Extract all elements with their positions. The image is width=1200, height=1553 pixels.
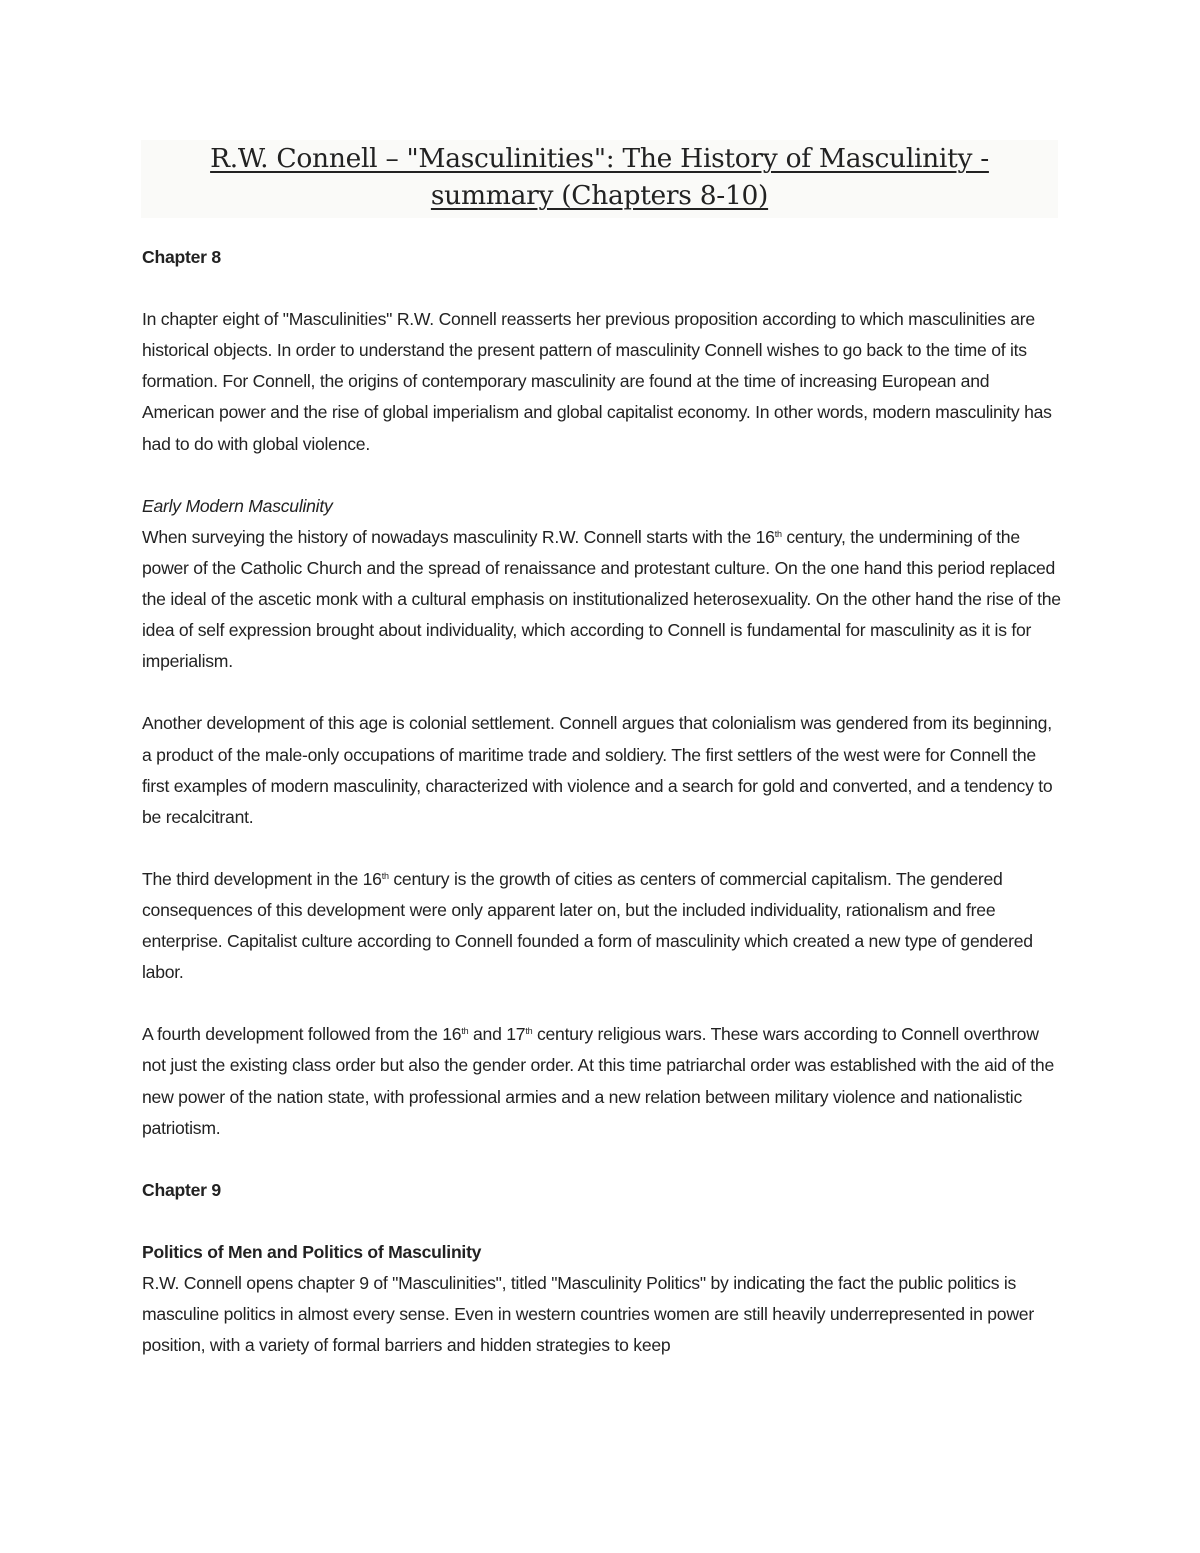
title-block [141,140,1058,218]
politics-of-men-heading: Politics of Men and Politics of Masculinity [142,1242,482,1262]
paragraph-text: century is the growth of cities as centers of commercial capitalism. The gendered consequences of this development were only apparent later on, but the included individuality, rationalism and free enterprise. Capitalist culture according to Connell founded a form of masculinity which created a new type of gendered labor. [142,868,1033,983]
ordinal-suffix: th [774,528,782,539]
chapter-8-paragraph-1 [142,522,1062,677]
document-body [142,242,1062,1361]
chapter-9-heading: Chapter 9 [142,1179,221,1200]
title-line-1: R.W. Connell – "Masculinities": The History of Masculinity - [210,143,989,174]
paragraph-text: The third development in the 16 [142,868,382,889]
chapter-8-paragraph-3 [142,864,1062,988]
chapter-8-intro-paragraph: In chapter eight of "Masculinities" R.W. Connell reasserts her previous proposition according to which masculinities are historical objects. In order to understand the present pattern of masculinity Connell wishes to go back to the time of its formation. For Connell, the origins of contemporary masculinity are found at the time of increasing European and American power and the rise of global imperialism and global capitalist economy. In other words, modern masculinity has had to do with global violence. [142,309,1052,454]
paragraph-text: A fourth development followed from the 16 [142,1024,462,1045]
paragraph-text: century, the undermining of the power of the Catholic Church and the spread of renaissance and protestant culture. On the one hand this period replaced the ideal of the ascetic monk with a cultural emphasis on institutionalized heterosexuality. On the other hand the rise of the idea of self expression brought about individuality, which according to Connell is fundamental for masculinity as it is for imperialism. [142,526,1061,672]
chapter-8-paragraph-2: Another development of this age is colonial settlement. Connell argues that colonialism was gendered from its beginning, a product of the male-only occupations of maritime trade and soldiery. The first settlers of the west were for Connell the first examples of modern masculinity, characterized with violence and a search for gold and converted, and a tendency to be recalcitrant. [142,713,1053,827]
document-title [141,140,1058,214]
chapter-9-paragraph-1: R.W. Connell opens chapter 9 of "Masculinities", titled "Masculinity Politics" by indicating the fact the public politics is masculine politics in almost every sense. Even in western countries women are still heavily underrepresented in power position, with a variety of formal barriers and hidden strategies to keep [142,1273,1034,1356]
ordinal-suffix: th [525,1026,533,1037]
paragraph-text: and 17 [468,1024,526,1045]
early-modern-masculinity-heading: Early Modern Masculinity [142,495,333,516]
paragraph-text: When surveying the history of nowadays masculinity R.W. Connell starts with the 16 [142,526,775,547]
title-line-2: summary (Chapters 8-10) [430,180,769,211]
paragraph-text: century religious wars. These wars according to Connell overthrow not just the existing class order but also the gender order. At this time patriarchal order was established with the aid of the new power of the nation state, with professional armies and a new relation between military violence and nationalistic patriotism. [142,1024,1054,1138]
ordinal-suffix: th [381,871,389,882]
ordinal-suffix: th [461,1026,469,1037]
chapter-8-heading: Chapter 8 [142,247,221,267]
chapter-8-paragraph-4 [142,1019,1062,1143]
